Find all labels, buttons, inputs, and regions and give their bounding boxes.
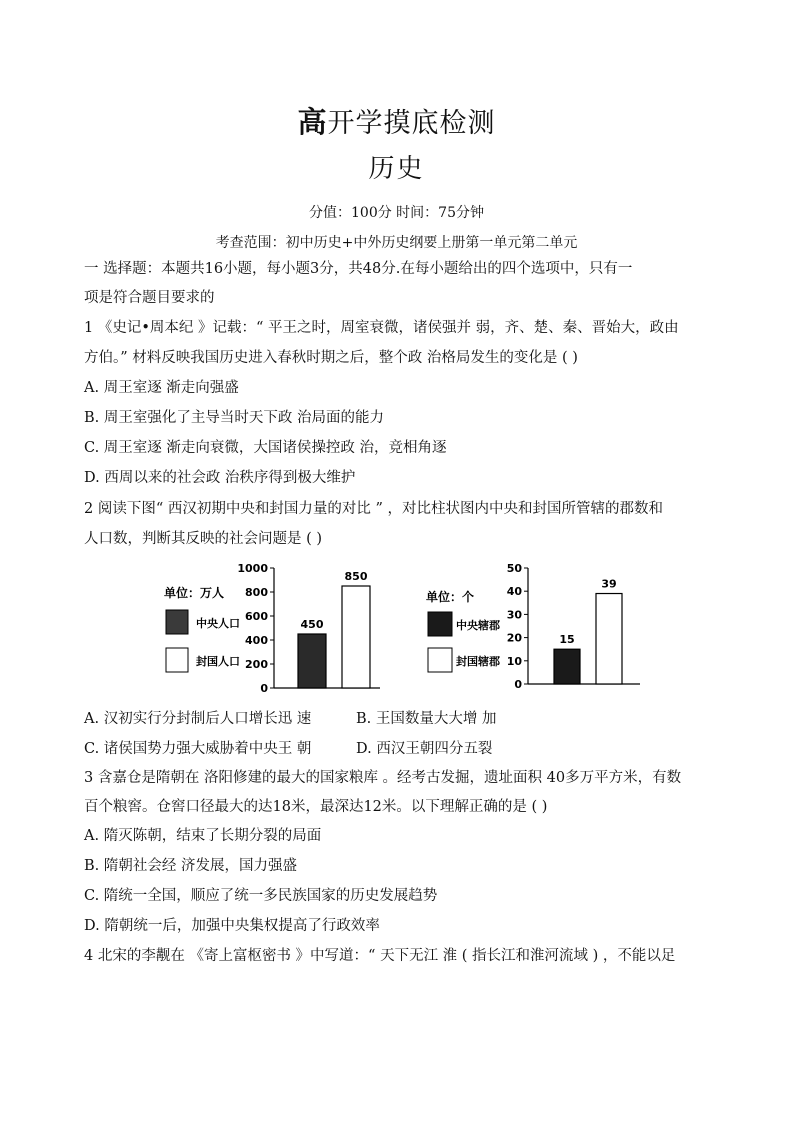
chart1-bar-value-label: 850: [344, 570, 368, 583]
page-title: [0, 100, 793, 141]
chart1-legend-central-label: 中央人口: [196, 617, 240, 630]
chart1-bar-central: [298, 634, 326, 688]
q1-stem-line1: 1 《史记•周本纪 》记载：“ 平王之时，周室衰微，诸侯强并 弱，齐、楚、秦、晋始大，政由: [84, 320, 679, 336]
q2-stem-line1: 2 阅读下图“ 西汉初期中央和封国力量的对比 ” ，对比柱状图内中央和封国所管辖的郡数和: [84, 501, 663, 517]
subject-title: 历史: [368, 154, 425, 184]
chart2-bar-central: [554, 649, 580, 684]
chart1-y-tick-label: 600: [245, 610, 268, 623]
chart2-bar-fief: [596, 594, 622, 684]
chart1-y-tick-label: 0: [260, 682, 268, 695]
chart1-y-tick-label: 1000: [237, 562, 268, 575]
q3-stem-line2: 百个粮窖。仓窖口径最大的达18米，最深达12米。以下理解正确的是 ( ): [84, 799, 548, 815]
chart2-bar-value-label: 15: [559, 633, 575, 647]
section-intro-line2: 项是符合题目要求的: [84, 290, 215, 306]
chart1-bar-value-label: 450: [300, 618, 324, 631]
chart1-bar-fief: [342, 586, 370, 688]
q3-option-d[interactable]: D. 隋朝统一后，加强中央集权提高了行政效率: [84, 918, 380, 934]
q2-option-c[interactable]: C. 诸侯国势力强大威胁着中央王 朝: [84, 741, 312, 757]
chart2-y-tick-label: 40: [506, 585, 522, 599]
commandery-bar-chart: [420, 560, 650, 700]
q3-stem-line1: 3 含嘉仓是隋朝在 洛阳修建的最大的国家粮库 。经考古发掘，遗址面积 40多万平方米，有数: [84, 770, 682, 786]
q1-option-b[interactable]: B. 周王室强化了主导当时天下政 治局面的能力: [84, 410, 384, 426]
chart1-legend-central-swatch: [166, 610, 188, 634]
q2-option-b[interactable]: B. 王国数量大大增 加: [356, 711, 497, 727]
chart2-y-tick-label: 50: [506, 562, 522, 575]
chart2-bar-value-label: 39: [601, 577, 617, 591]
chart1-legend-fief-label: 封国人口: [196, 655, 240, 668]
chart1-y-tick-label: 800: [245, 586, 268, 599]
chart2-y-tick-label: 10: [506, 654, 522, 668]
chart2-legend-central-label: 中央辖郡: [456, 619, 500, 632]
q2-option-a[interactable]: A. 汉初实行分封制后人口增长迅 速: [84, 711, 312, 727]
chart1-legend-fief-swatch: [166, 648, 188, 672]
section-intro-line1: 一 选择题：本题共16小题，每小题3分，共48分.在每小题给出的四个选项中，只有一: [84, 261, 633, 277]
q3-option-c[interactable]: C. 隋统一全国，顺应了统一多民族国家的历史发展趋势: [84, 888, 438, 904]
chart1-unit-label: 单位：万人: [164, 586, 225, 600]
chart2-y-tick-label: 0: [514, 678, 522, 691]
title-text: 开学摸底检测: [327, 108, 496, 139]
chart1-y-tick-label: 400: [245, 634, 268, 647]
q1-stem-line2: 方伯。” 材料反映我国历史进入春秋时期之后，整个政 治格局发生的变化是 ( ): [84, 350, 578, 366]
chart1-y-tick-label: 200: [245, 658, 268, 671]
q1-option-d[interactable]: D. 西周以来的社会政 治秩序得到极大维护: [84, 470, 356, 486]
q3-option-b[interactable]: B. 隋朝社会经 济发展，国力强盛: [84, 858, 297, 874]
chart2-y-tick-label: 20: [506, 631, 522, 645]
exam-scope: 考查范围：初中历史+中外历史纲要上册第一单元第二单元: [215, 235, 578, 251]
chart2-legend-central-swatch: [428, 612, 452, 636]
q2-stem-line2: 人口数，判断其反映的社会问题是 ( ): [84, 531, 323, 547]
score-time-info: 分值：100分 时间：75分钟: [309, 205, 484, 221]
q1-option-c[interactable]: C. 周王室逐 渐走向衰微，大国诸侯操控政 治，竞相角逐: [84, 440, 447, 456]
q2-option-d[interactable]: D. 西汉王朝四分五裂: [356, 741, 493, 757]
q4-stem-line1: 4 北宋的李觏在 《寄上富枢密书 》中写道：“ 天下无江 淮 ( 指长江和淮河流域 ) ，不能以足: [84, 948, 676, 964]
chart2-legend-fief-swatch: [428, 648, 452, 672]
q3-option-a[interactable]: A. 隋灭陈朝，结束了长期分裂的局面: [84, 828, 322, 844]
chart2-y-tick-label: 30: [506, 608, 522, 622]
chart2-legend-fief-label: 封国辖郡: [456, 655, 500, 668]
population-bar-chart: [158, 560, 388, 700]
q1-option-a[interactable]: A. 周王室逐 渐走向强盛: [84, 380, 239, 396]
chart2-unit-label: 单位：个: [426, 590, 475, 604]
title-bold-char: 高: [297, 105, 328, 139]
